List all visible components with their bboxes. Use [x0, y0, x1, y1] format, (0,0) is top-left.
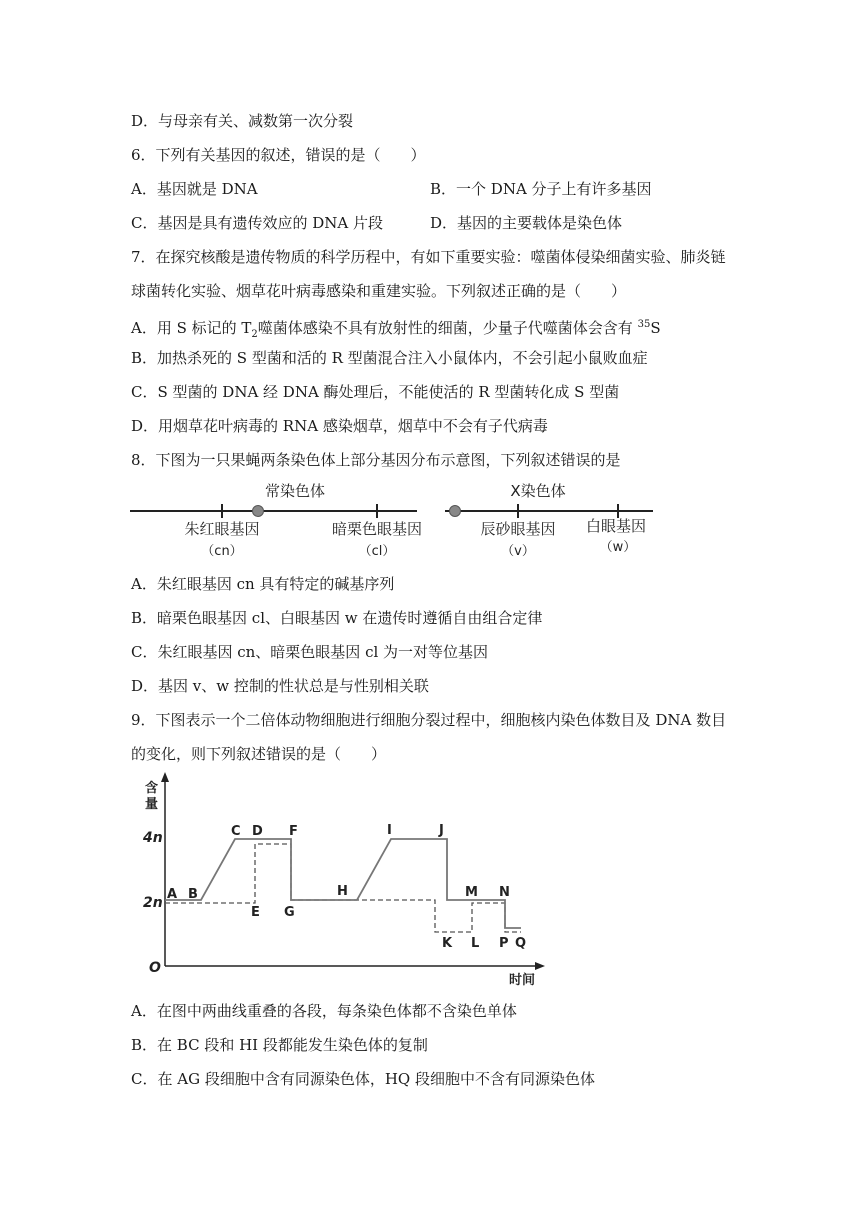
y-axis-label-1: 含 — [145, 781, 159, 796]
q5-option-d: D．与母亲有关、减数第一次分裂 — [131, 112, 354, 130]
y-axis-label-2: 量 — [145, 797, 159, 812]
point-m: M — [465, 885, 478, 900]
q7-stem-line1: 7．在探究核酸是遗传物质的科学历程中，有如下重要实验：噬菌体侵染细菌实验、肺炎链 — [131, 248, 726, 266]
origin-label: O — [149, 960, 161, 976]
q7-option-c: C．S 型菌的 DNA 经 DNA 酶处理后，不能使活的 R 型菌转化成 S 型菌 — [131, 383, 620, 401]
q9-option-c: C．在 AG 段细胞中含有同源染色体，HQ 段细胞中不含有同源染色体 — [131, 1070, 595, 1088]
point-p: P — [499, 936, 509, 951]
q6-option-c: C．基因是具有遗传效应的 DNA 片段 — [131, 214, 383, 232]
x-chromosome-label: X染色体 — [510, 482, 566, 500]
gene-cl-symbol: （cl） — [358, 544, 396, 559]
gene-cn-symbol: （cn） — [201, 544, 243, 559]
point-g: G — [284, 905, 295, 920]
q9-stem-line2: 的变化，则下列叙述错误的是（ ） — [131, 745, 387, 763]
q8-option-d: D．基因 v、w 控制的性状总是与性别相关联 — [131, 677, 429, 695]
q7-option-a — [131, 315, 661, 345]
point-d: D — [252, 824, 263, 839]
q7-stem-line2: 球菌转化实验、烟草花叶病毒感染和重建实验。下列叙述正确的是（ ） — [131, 282, 627, 300]
q6-option-d: D．基因的主要载体是染色体 — [430, 214, 623, 232]
gene-cl-label: 暗栗色眼基因 — [331, 520, 423, 538]
point-h: H — [337, 884, 348, 899]
y-axis-arrow — [161, 772, 169, 782]
point-a: A — [167, 887, 178, 902]
point-n: N — [499, 885, 510, 900]
q7-option-a-mid: 噬菌体感染不具有放射性的细菌，少量子代噬菌体会含有 — [257, 319, 638, 337]
q8-option-a: A．朱红眼基因 cn 具有特定的碱基序列 — [131, 575, 395, 593]
q7-option-a-sup: 35 — [637, 319, 651, 330]
q7-option-a-pre: A．用 S 标记的 T — [131, 319, 252, 337]
q9-option-b: B．在 BC 段和 HI 段都能发生染色体的复制 — [131, 1036, 428, 1054]
q6-option-b: B．一个 DNA 分子上有许多基因 — [430, 180, 652, 198]
gene-cn-label: 朱红眼基因 — [184, 520, 260, 538]
x-axis-label: 时间 — [509, 973, 536, 988]
autosome-label: 常染色体 — [264, 482, 326, 500]
gene-v-label: 辰砂眼基因 — [480, 520, 556, 538]
gene-v-symbol: （v） — [501, 544, 535, 559]
autosome-centromere — [253, 506, 264, 517]
q8-option-c: C．朱红眼基因 cn、暗栗色眼基因 cl 为一对等位基因 — [131, 643, 489, 661]
x-centromere — [450, 506, 461, 517]
point-q: Q — [515, 936, 527, 951]
y-tick-2n: 2n — [143, 895, 163, 911]
gene-w-symbol: （w） — [599, 540, 637, 555]
point-c: C — [231, 824, 241, 839]
q7-option-a-sub: 2 — [251, 329, 258, 340]
q6-stem: 6．下列有关基因的叙述，错误的是（ ） — [131, 146, 426, 164]
chromosome-dna-graph — [135, 772, 555, 988]
point-j: J — [439, 823, 444, 838]
point-b: B — [188, 887, 198, 902]
point-k: K — [442, 936, 453, 951]
q7-option-a-post: S — [650, 319, 661, 337]
q7-option-d: D．用烟草花叶病毒的 RNA 感染烟草，烟草中不会有子代病毒 — [131, 417, 548, 435]
point-e: E — [251, 905, 260, 920]
q9-stem-line1: 9．下图表示一个二倍体动物细胞进行细胞分裂过程中，细胞核内染色体数目及 DNA 数目 — [131, 711, 727, 729]
gene-w-label: 白眼基因 — [585, 517, 647, 535]
q6-option-a: A．基因就是 DNA — [131, 180, 258, 198]
point-i: I — [387, 823, 392, 838]
y-tick-4n: 4n — [143, 830, 163, 846]
q7-option-b: B．加热杀死的 S 型菌和活的 R 型菌混合注入小鼠体内，不会引起小鼠败血症 — [131, 349, 648, 367]
q8-option-b: B．暗栗色眼基因 cl、白眼基因 w 在遗传时遵循自由组合定律 — [131, 609, 543, 627]
q9-option-a: A．在图中两曲线重叠的各段，每条染色体都不含染色单体 — [131, 1002, 517, 1020]
point-f: F — [289, 824, 298, 839]
x-axis-arrow — [535, 962, 545, 970]
chromosome-diagram — [125, 478, 665, 562]
point-l: L — [471, 936, 480, 951]
q8-stem: 8．下图为一只果蝇两条染色体上部分基因分布示意图，下列叙述错误的是 — [131, 451, 621, 469]
